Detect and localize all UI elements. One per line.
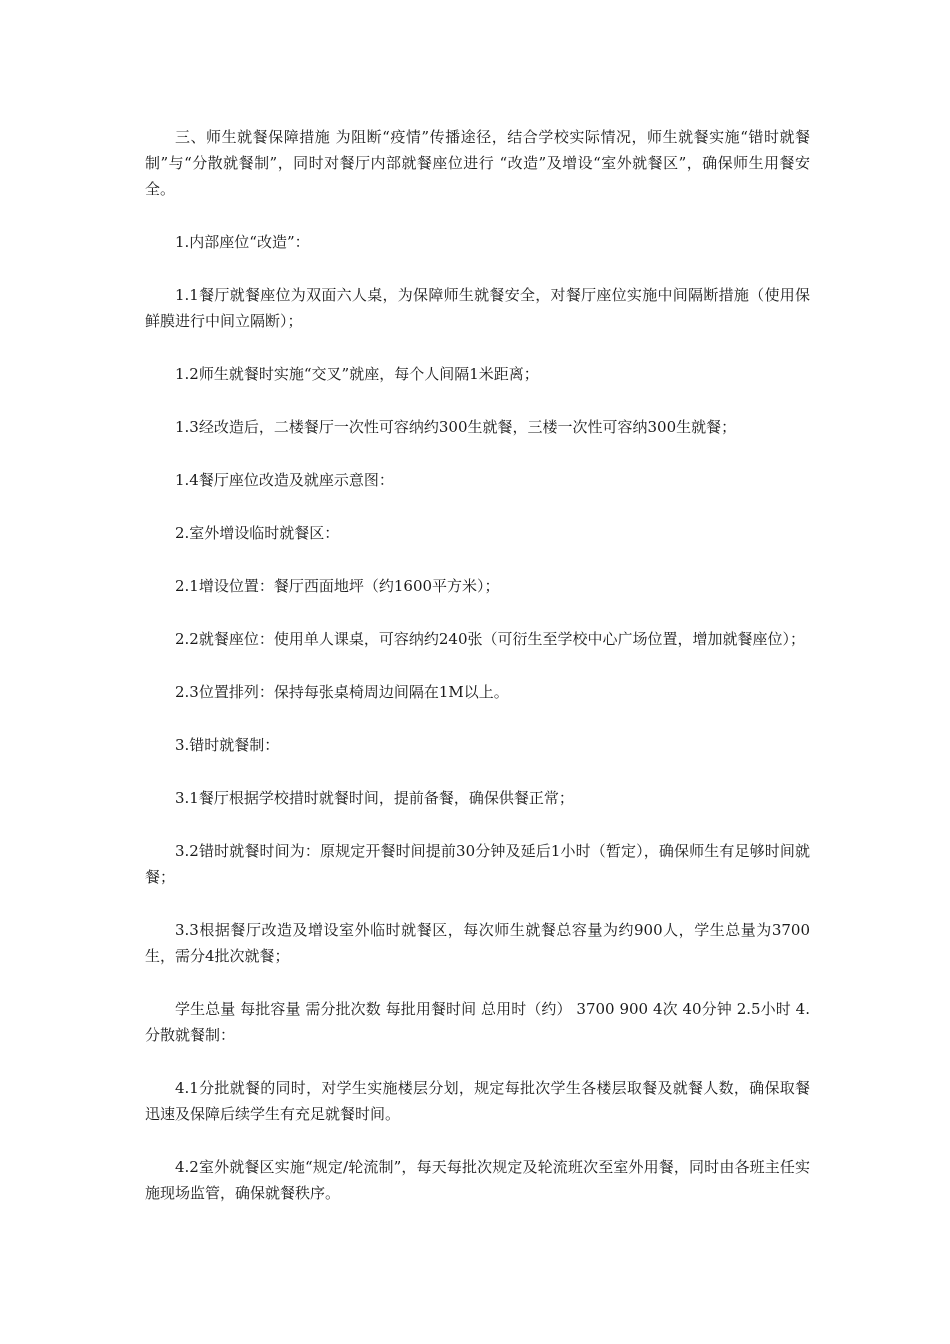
heading-seat-renovation: 1.内部座位“改造”：	[175, 233, 310, 251]
paragraph-1-4: 1.4餐厅座位改造及就座示意图：	[175, 471, 394, 489]
paragraph-2-1: 2.1增设位置：餐厅西面地坪（约1600平方米）；	[175, 577, 500, 595]
paragraph-3-3: 3.3根据餐厅改造及增设室外临时就餐区，每次师生就餐总容量为约900人，学生总量为3700生，需分4批次就餐；	[145, 921, 810, 965]
heading-outdoor-dining: 2.室外增设临时就餐区：	[175, 524, 340, 542]
heading-staggered-dining: 3.错时就餐制：	[175, 736, 280, 754]
paragraph-1-2: 1.2师生就餐时实施“交叉”就座，每个人间隔1米距离；	[175, 365, 539, 383]
paragraph-4-1: 4.1分批就餐的同时，对学生实施楼层分划，规定每批次学生各楼层取餐及就餐人数，确保取餐迅速及保障后续学生有充足就餐时间。	[145, 1079, 810, 1123]
section-intro-paragraph: 三、师生就餐保障措施 为阻断“疫情”传播途径，结合学校实际情况，师生就餐实施“错时就餐制”与“分散就餐制”，同时对餐厅内部就餐座位进行 “改造”及增设“室外就餐区”，确保师生用餐安全。	[145, 128, 810, 198]
paragraph-2-3: 2.3位置排列：保持每张桌椅周边间隔在1M以上。	[175, 683, 509, 701]
batch-summary-paragraph: 学生总量 每批容量 需分批次数 每批用餐时间 总用时（约） 3700 900 4次 40分钟 2.5小时 4.分散就餐制：	[145, 1000, 810, 1044]
paragraph-3-1: 3.1餐厅根据学校措时就餐时间，提前备餐，确保供餐正常；	[175, 789, 574, 807]
document-page	[145, 124, 810, 1233]
paragraph-2-2: 2.2就餐座位：使用单人课桌，可容纳约240张（可衍生至学校中心广场位置，增加就餐座位）；	[175, 630, 805, 648]
paragraph-1-3: 1.3经改造后，二楼餐厅一次性可容纳约300生就餐，三楼一次性可容纳300生就餐；	[175, 418, 737, 436]
paragraph-1-1: 1.1餐厅就餐座位为双面六人桌，为保障师生就餐安全，对餐厅座位实施中间隔断措施（使用保鲜膜进行中间立隔断）；	[145, 286, 810, 330]
paragraph-4-2: 4.2室外就餐区实施“规定/轮流制”，每天每批次规定及轮流班次至室外用餐，同时由各班主任实施现场监管，确保就餐秩序。	[145, 1158, 810, 1202]
paragraph-3-2: 3.2错时就餐时间为：原规定开餐时间提前30分钟及延后1小时（暂定），确保师生有足够时间就餐；	[145, 842, 810, 886]
